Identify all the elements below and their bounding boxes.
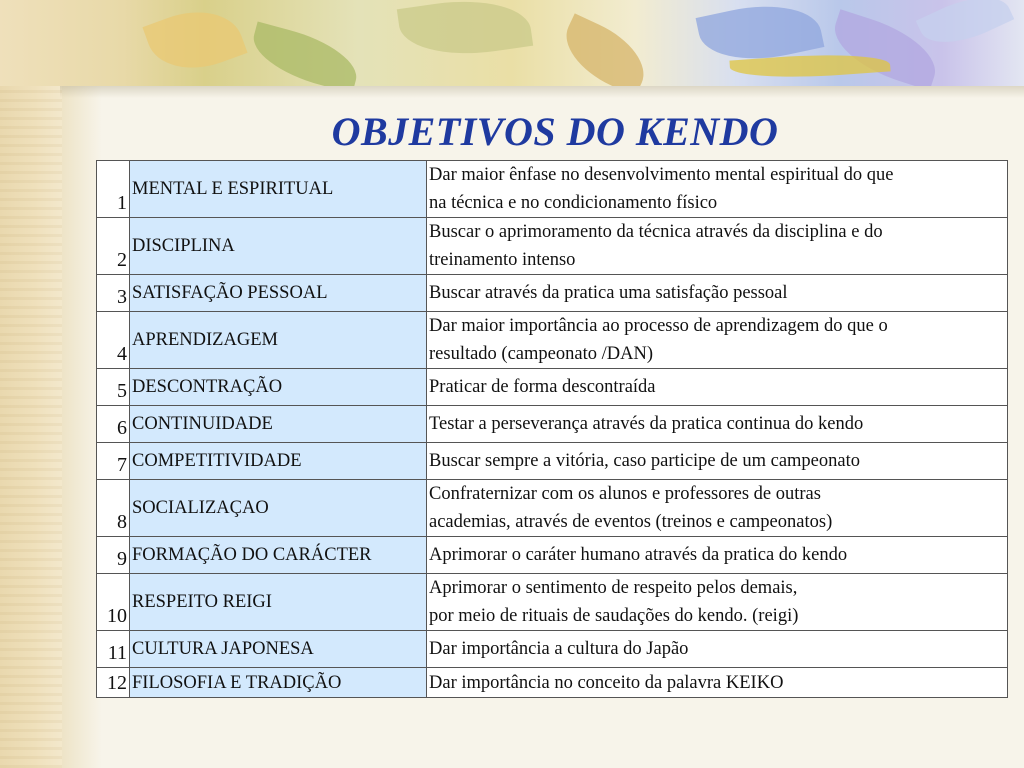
description-line: academias, através de eventos (treinos e campeonatos) bbox=[429, 512, 833, 532]
objective-name: FORMAÇÃO DO CARÁCTER bbox=[130, 537, 427, 574]
leaf-decoration bbox=[246, 22, 364, 86]
description-line: resultado (campeonato /DAN) bbox=[429, 344, 653, 364]
top-decorative-banner bbox=[0, 0, 1024, 86]
objective-name: COMPETITIVIDADE bbox=[130, 443, 427, 480]
table-row bbox=[97, 369, 1008, 406]
objective-description: Dar importância a cultura do Japão bbox=[427, 631, 1008, 668]
table-row bbox=[97, 406, 1008, 443]
table-row bbox=[97, 574, 1008, 631]
table-row bbox=[97, 443, 1008, 480]
objective-name: CULTURA JAPONESA bbox=[130, 631, 427, 668]
objective-name: DISCIPLINA bbox=[130, 218, 427, 275]
table-row bbox=[97, 537, 1008, 574]
objective-name: DESCONTRAÇÃO bbox=[130, 369, 427, 406]
description-line: por meio de rituais de saudações do kendo. (reigi) bbox=[429, 606, 799, 626]
row-number: 12 bbox=[97, 668, 130, 698]
objectives-table bbox=[96, 160, 1008, 698]
leaf-decoration bbox=[916, 0, 1014, 57]
objective-description bbox=[427, 312, 1008, 369]
banner-shadow bbox=[60, 86, 1024, 98]
objective-description: Testar a perseverança através da pratica continua do kendo bbox=[427, 406, 1008, 443]
table-row bbox=[97, 668, 1008, 698]
objective-description bbox=[427, 218, 1008, 275]
description-line: treinamento intenso bbox=[429, 250, 576, 270]
table-row bbox=[97, 631, 1008, 668]
row-number: 5 bbox=[97, 369, 130, 406]
row-number: 11 bbox=[97, 631, 130, 668]
objective-name: FILOSOFIA E TRADIÇÃO bbox=[130, 668, 427, 698]
objective-description: Dar importância no conceito da palavra KEIKO bbox=[427, 668, 1008, 698]
description-line: Buscar o aprimoramento da técnica através da disciplina e do bbox=[429, 222, 883, 242]
objective-description bbox=[427, 574, 1008, 631]
row-number: 3 bbox=[97, 275, 130, 312]
objective-name: SOCIALIZAÇAO bbox=[130, 480, 427, 537]
objective-description: Buscar sempre a vitória, caso participe de um campeonato bbox=[427, 443, 1008, 480]
row-number: 1 bbox=[97, 161, 130, 218]
table-row bbox=[97, 275, 1008, 312]
row-number: 6 bbox=[97, 406, 130, 443]
row-number: 9 bbox=[97, 537, 130, 574]
objective-name: RESPEITO REIGI bbox=[130, 574, 427, 631]
row-number: 10 bbox=[97, 574, 130, 631]
objective-name: CONTINUIDADE bbox=[130, 406, 427, 443]
description-line: Confraternizar com os alunos e professores de outras bbox=[429, 484, 821, 504]
objective-name: APRENDIZAGEM bbox=[130, 312, 427, 369]
leaf-decoration bbox=[142, 0, 247, 84]
table-row bbox=[97, 161, 1008, 218]
objective-description: Buscar através da pratica uma satisfação pessoal bbox=[427, 275, 1008, 312]
table-row bbox=[97, 218, 1008, 275]
description-line: Dar maior ênfase no desenvolvimento mental espiritual do que bbox=[429, 165, 894, 185]
objective-description: Aprimorar o caráter humano através da pratica do kendo bbox=[427, 537, 1008, 574]
row-number: 4 bbox=[97, 312, 130, 369]
row-number: 2 bbox=[97, 218, 130, 275]
leaf-decoration bbox=[397, 0, 533, 64]
table-row bbox=[97, 312, 1008, 369]
description-line: Dar maior importância ao processo de aprendizagem do que o bbox=[429, 316, 888, 336]
objective-description bbox=[427, 161, 1008, 218]
page-title: OBJETIVOS DO KENDO bbox=[331, 109, 779, 154]
objective-name: SATISFAÇÃO PESSOAL bbox=[130, 275, 427, 312]
description-line: Aprimorar o sentimento de respeito pelos demais, bbox=[429, 578, 798, 598]
objective-description bbox=[427, 480, 1008, 537]
description-line: na técnica e no condicionamento físico bbox=[429, 193, 718, 213]
objective-description: Praticar de forma descontraída bbox=[427, 369, 1008, 406]
table-row bbox=[97, 480, 1008, 537]
objective-name: MENTAL E ESPIRITUAL bbox=[130, 161, 427, 218]
row-number: 8 bbox=[97, 480, 130, 537]
leaf-decoration bbox=[554, 13, 657, 86]
row-number: 7 bbox=[97, 443, 130, 480]
